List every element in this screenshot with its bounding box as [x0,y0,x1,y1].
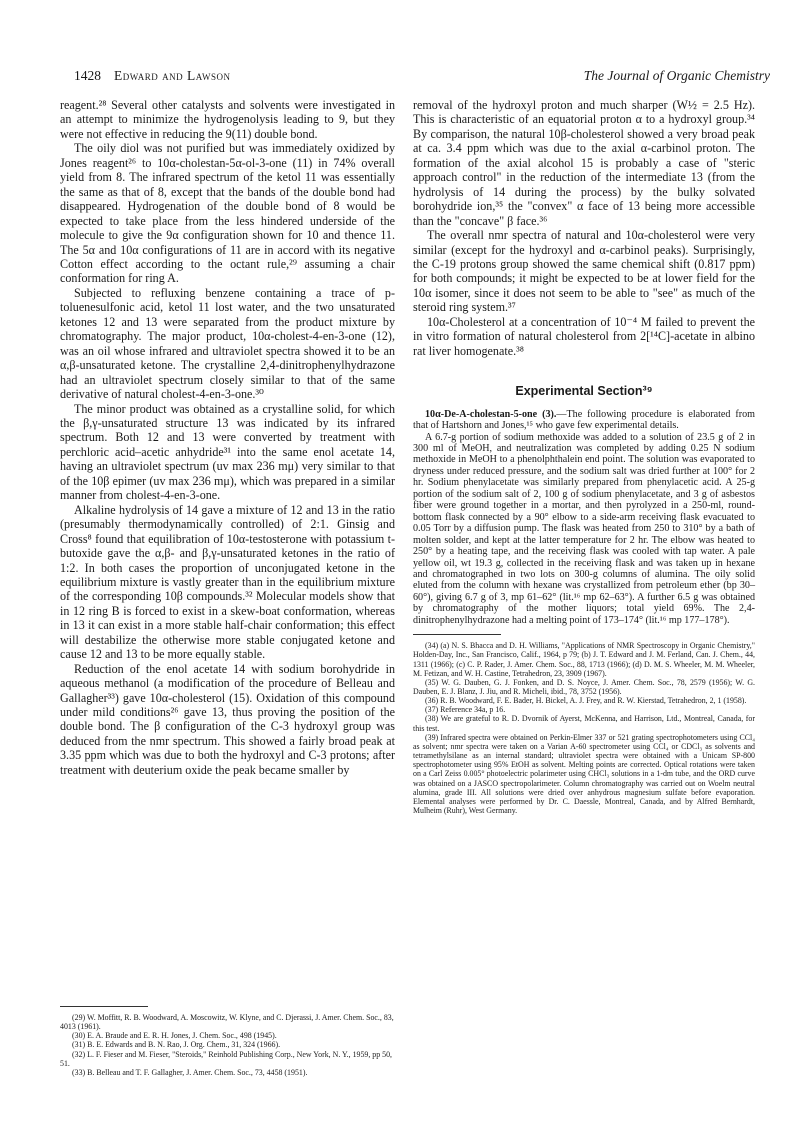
footnote-rule [60,1006,148,1007]
left-footnotes [60,1006,395,1077]
body-paragraph: reagent.²⁸ Several other catalysts and solvents were investigated in an attempt to minimize the hydrogenolysis leading to 9, but they were not effective in reducing the 9(11) double bond. [60,98,395,141]
footnote: (32) L. F. Fieser and M. Fieser, "Steroids," Reinhold Publishing Corp., New York, N. Y., 1959, pp 50, 51. [60,1049,393,1068]
body-paragraph: The oily diol was not purified but was immediately oxidized by Jones reagent²⁶ to 10α-cholestan-5α-ol-3-one (11) in 74% overall yield from 8. The infrared spectrum of the ketol 11 was essentially the same as that of 8, except that the bands of the double bond had disappeared. Hydrogenation of the double bond of 8 would be expected to take place from the less hindered underside of the molecule to give the 9α configuration shown for 10 and thence 11. The 5α and 10α configurations of 11 are in accord with its negative Cotton effect according to the octant rule,²⁹ assuming a chair conformation for ring A. [60,141,395,286]
footnote-rule [413,634,501,635]
experimental-section [413,409,755,627]
right-column [413,98,755,815]
left-column [60,98,395,777]
page-number: 1428 [74,68,101,83]
journal-title: The Journal of Organic Chemistry [583,68,770,83]
body-paragraph: 10α-Cholesterol at a concentration of 10⁻⁴ M failed to prevent the in vitro formation of natural cholesterol from 2[¹⁴C]-acetate in albino rat liver homogenate.³⁸ [413,314,755,358]
footnote: (36) R. B. Woodward, F. E. Bader, H. Bickel, A. J. Frey, and R. W. Kierstad, Tetrahedron, 2, 1 (1958). [425,696,747,706]
body-paragraph: removal of the hydroxyl proton and much sharper (W½ = 2.5 Hz). This is characteristic of an equatorial proton α to a hydroxyl group.³⁴ By comparison, the natural 10β-cholesterol showed a very broad peak at ca. 3.4 ppm which was due to the axial α-carbinol proton. The formation of the axial alcohol 15 is probably a case of "steric approach control" in the reduction of the intermediate 13 (from the hydrolysis of 14 during the process) by the bulky solvated borohydride ion,³⁵ the "convex" α face of 13 being more accessible than the "concave" β face.³⁶ [413,98,755,228]
footnote: (34) (a) N. S. Bhacca and D. H. Williams, "Applications of NMR Spectroscopy in Organic Chemistry," Holden-Day, Inc., San Francisco, Calif., 1964, p 79; (b) J. T. Edward and J. M. Ferland, Can. J. Chem., 44, 1311 (1966); (c) C. P. Rader, J. Amer. Chem. Soc., 88, 1713 (1966); (d) D. M. S. Wheeler, M. M. Wheeler, M. Fetizan, and W. H. Castine, Tetrahedron, 23, 3909 (1967). [413,641,755,678]
body-paragraph: Subjected to refluxing benzene containing a trace of p-toluenesulfonic acid, ketol 11 lost water, and the two unsaturated ketones 12 and 13 were separated from the product mixture by chromatography. The major product, 10α-cholest-4-en-3-one (12), was an oil whose infrared and ultraviolet spectra showed it to be an α,β-unsaturated ketone. The crystalline 2,4-dinitrophenylhydrazone had an ultraviolet spectrum closely similar to that of the same derivative of natural cholest-4-en-3-one.³⁰ [60,285,395,402]
body-paragraph: Alkaline hydrolysis of 14 gave a mixture of 12 and 13 in the ratio (presumably thermodynamically controlled) of 2:1. Ginsig and Cross⁸ found that equilibration of 10α-testosterone with potassium t-butoxide gave the α,β- and β,γ-unsaturated ketones in the ratio of 1:2. In both cases the proportion of unconjugated ketone in the equilibrium mixture is vastly greater than in the equilibrium mixture of the corresponding 10β compounds.³² Molecular models show that in 12 ring B is forced to exist in a skew-boat conformation, whereas in 13 it can exist in a more stable half-chair conformation; this effect will destabilize the otherwise more stable conjugated ketone and cause 12 and 13 to be more equally stable. [60,502,395,662]
footnote: (29) W. Moffitt, R. B. Woodward, A. Moscowitz, W. Klyne, and C. Djerassi, J. Amer. Chem. Soc., 83, 4013 (1961). [60,1013,394,1032]
footnote: (38) We are grateful to R. D. Dvornik of Ayerst, McKenna, and Harrison, Ltd., Montreal, Canada, for this test. [413,714,755,733]
compound-heading: 10α-De-A-cholestan-5-one (3). [425,408,557,420]
page-header [74,68,770,88]
body-paragraph: The minor product was obtained as a crystalline solid, for which the β,γ-unsaturated structure 13 was indicated by its infrared spectrum. Both 12 and 13 were converted by treatment with perchloric acid–acetic anhydride³¹ into the same enol acetate 14, having an ultraviolet spectrum (uv max 236 mμ) very similar to that of the 10β epimer (uv max 236 mμ), which was prepared in a similar manner from cholest-4-en-3-one. [60,401,395,503]
footnote: (31) B. E. Edwards and B. N. Rao, J. Org. Chem., 31, 324 (1966). [72,1040,281,1050]
running-authors: Edward and Lawson [114,68,231,83]
footnote: (33) B. Belleau and T. F. Gallagher, J. Amer. Chem. Soc., 73, 4458 (1951). [72,1067,308,1077]
experimental-paragraph: A 6.7-g portion of sodium methoxide was added to a solution of 23.5 g of 2 in 300 ml of MeOH, and neutralization was completed by adding 0.25 N sodium methoxide in MeOH to a phenolphthalein end point. The solution was evaporated to dryness under reduced pressure, and the sodium salt was dried further at 100° for 2 hr. Sodium phenylacetate was similarly prepared from phenylacetic acid. A 25-g portion of the sodium salt of 2, 100 g of sodium phenylacetate, and 3 g of asbestos fiber were ground together in a mortar, and then pyrolyzed in a 250-ml, round-bottom flask connected by a 90° elbow to a side-arm receiving flask evacuated to 0.05 Torr by a diffusion pump. The flask was heated from 250 to 310° by a bath of molten solder, and kept at the latter temperature for 2 hr. The elbow was heated to 250° by a heating tape, and the receiving flask was cooled with tap water. A pale yellow oil, wt 19.3 g, collected in the receiving flask and was taken up in hexane and chromatographed in two lots on 300-g columns of alumina. The oily solid eluted from the column with hexane was crystallized from petroleum ether (bp 30–60°), giving 6.7 g of 3, mp 61–62° (lit.¹⁶ mp 62–63°). A further 6.5 g was obtained by chromatography of the mother liquors; total yield 69%. The 2,4-dinitrophenylhydrazone had a melting point of 173–174° (lit.¹⁶ mp 177–178°). [413,431,755,626]
body-paragraph: Reduction of the enol acetate 14 with sodium borohydride in aqueous methanol (a modification of the procedure of Belleau and Gallagher³³) gave 10α-cholesterol (15). Oxidation of this compound under mild conditions²⁶ gave 13, thus proving the position of the double bond. The β configuration of the C-3 hydroxyl group was deduced from the nmr spectrum. This showed a fairly broad peak at 3.35 ppm which was due to both the hydroxyl and C-3 protons; after treatment with deuterium oxide the peak became smaller by [60,661,395,777]
section-heading: Experimental Section³⁹ [515,384,653,399]
body-paragraph: The overall nmr spectra of natural and 10α-cholesterol were very similar (except for the hydroxyl and α-carbinol peaks). Surprisingly, the C-19 protons group showed the same chemical shift (0.817 ppm) for both compounds; it might be expected to be at lower field for the 10α isomer, since it does not seem to be able to "see" as much of the steroid ring system.³⁷ [413,228,755,315]
footnote: (30) E. A. Braude and E. R. H. Jones, J. Chem. Soc., 498 (1945). [72,1031,277,1041]
footnote: (39) Infrared spectra were obtained on Perkin-Elmer 337 or 521 grating spectrophotometers using CCl₄ as solvent; nmr spectra were taken on a Varian A-60 spectrometer using CCl₄ or CDCl₃ as solvents and tetramethylsilane as an internal standard; ultraviolet spectra were obtained with a Unicam SP-800 spectrophotometer using 95% EtOH as solvent. Melting points are corrected. Optical rotations were taken on a Carl Zeiss 0.005° photoelectric polarimeter using CHCl₃ solutions in a 1-dm tube, and the ORD curve was obtained on a JASCO spectropolarimeter. Column chromatography was carried out on Woelm neutral alumina, grade III. All solutions were dried over anhydrous magnesium sulfate before evaporation. Elemental analyses were performed by Dr. C. Daessle, Montreal, Canada, and by Alfred Bernhardt, Mulheim (Ruhr), West Germany. [413,732,755,816]
footnote: (35) W. G. Dauben, G. J. Fonken, and D. S. Noyce, J. Amer. Chem. Soc., 78, 2579 (1956); W. G. Dauben, E. J. Blanz, J. Jiu, and R. Micheli, ibid., 78, 3752 (1956). [413,677,755,696]
footnote: (37) Reference 34a, p 16. [425,705,506,715]
compound-intro: —The following procedure is elaborated from that of Hartshorn and Jones,¹⁵ who gave few experimental details. [413,408,755,432]
right-footnotes [413,641,755,815]
